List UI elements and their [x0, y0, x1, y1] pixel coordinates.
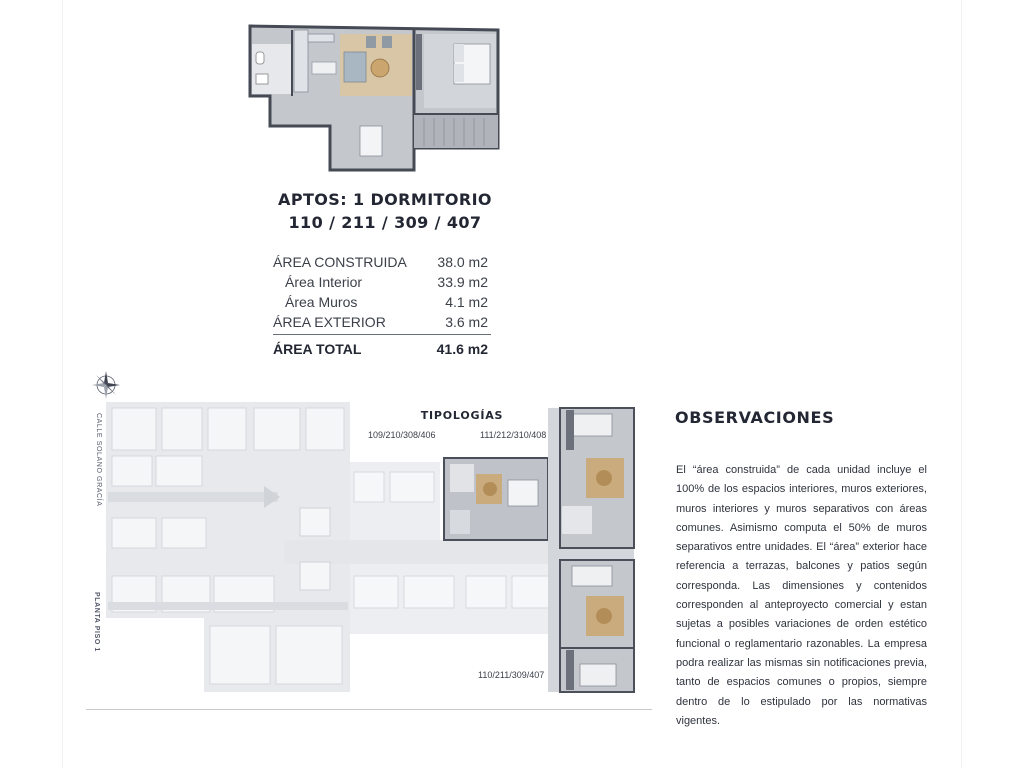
typology-label: 111/212/310/408	[480, 430, 547, 440]
area-total-value: 41.6 m2	[436, 341, 488, 357]
observations-text: El “área construida” de cada unidad incluye el 100% de los espacios interiores, muros exteriores, muros interiores y muros separativos con áreas comunes. Asimismo computa el 50% de muros separativos entre unidades. El “área” exterior hace referencia a terrazas, balcones y patios según corresponda. Las dimensiones y contenidos corresponden al anteproyecto comercial y estan sujetas a posibles variaciones de orden estético funcional o reglamentario razonables. La empresa podra realizar las mismas sin notificaciones previa, tanto de espacios comunes o propios, siempre dentro de lo estipulado por las normativas vigentes.	[676, 464, 927, 727]
unit-floor-plan	[248, 22, 500, 172]
unit-numbers: 110 / 211 / 309 / 407	[288, 213, 482, 232]
area-total-label: ÁREA TOTAL	[273, 341, 362, 357]
unit-type-title: APTOS: 1 DORMITORIO	[278, 190, 492, 209]
building-floor-plan	[104, 400, 640, 700]
area-value: 3.6 m2	[445, 314, 488, 330]
area-value: 4.1 m2	[445, 294, 488, 310]
observations-heading: OBSERVACIONES	[675, 408, 835, 427]
area-label: ÁREA CONSTRUIDA	[273, 254, 407, 270]
typology-label: 110/211/309/407	[478, 670, 545, 680]
floor-label: PLANTA PISO 1	[93, 592, 100, 652]
area-row	[273, 292, 491, 312]
unit-title	[200, 188, 570, 234]
area-total-row	[273, 335, 491, 359]
area-row	[273, 272, 491, 292]
area-label: Área Muros	[285, 294, 358, 310]
compass-rose-icon	[91, 370, 121, 400]
area-value: 33.9 m2	[437, 274, 488, 290]
area-row	[273, 252, 491, 272]
typologies-heading: TIPOLOGÍAS	[420, 409, 504, 422]
typology-label: 109/210/308/406	[368, 430, 436, 440]
area-row	[273, 312, 491, 332]
plan-baseline-divider	[86, 709, 652, 710]
area-label: ÁREA EXTERIOR	[273, 314, 386, 330]
area-label: Área Interior	[285, 274, 363, 290]
area-value: 38.0 m2	[437, 254, 488, 270]
area-table	[273, 252, 491, 359]
street-label: CALLE SOLANO GRACÍA	[95, 413, 102, 507]
